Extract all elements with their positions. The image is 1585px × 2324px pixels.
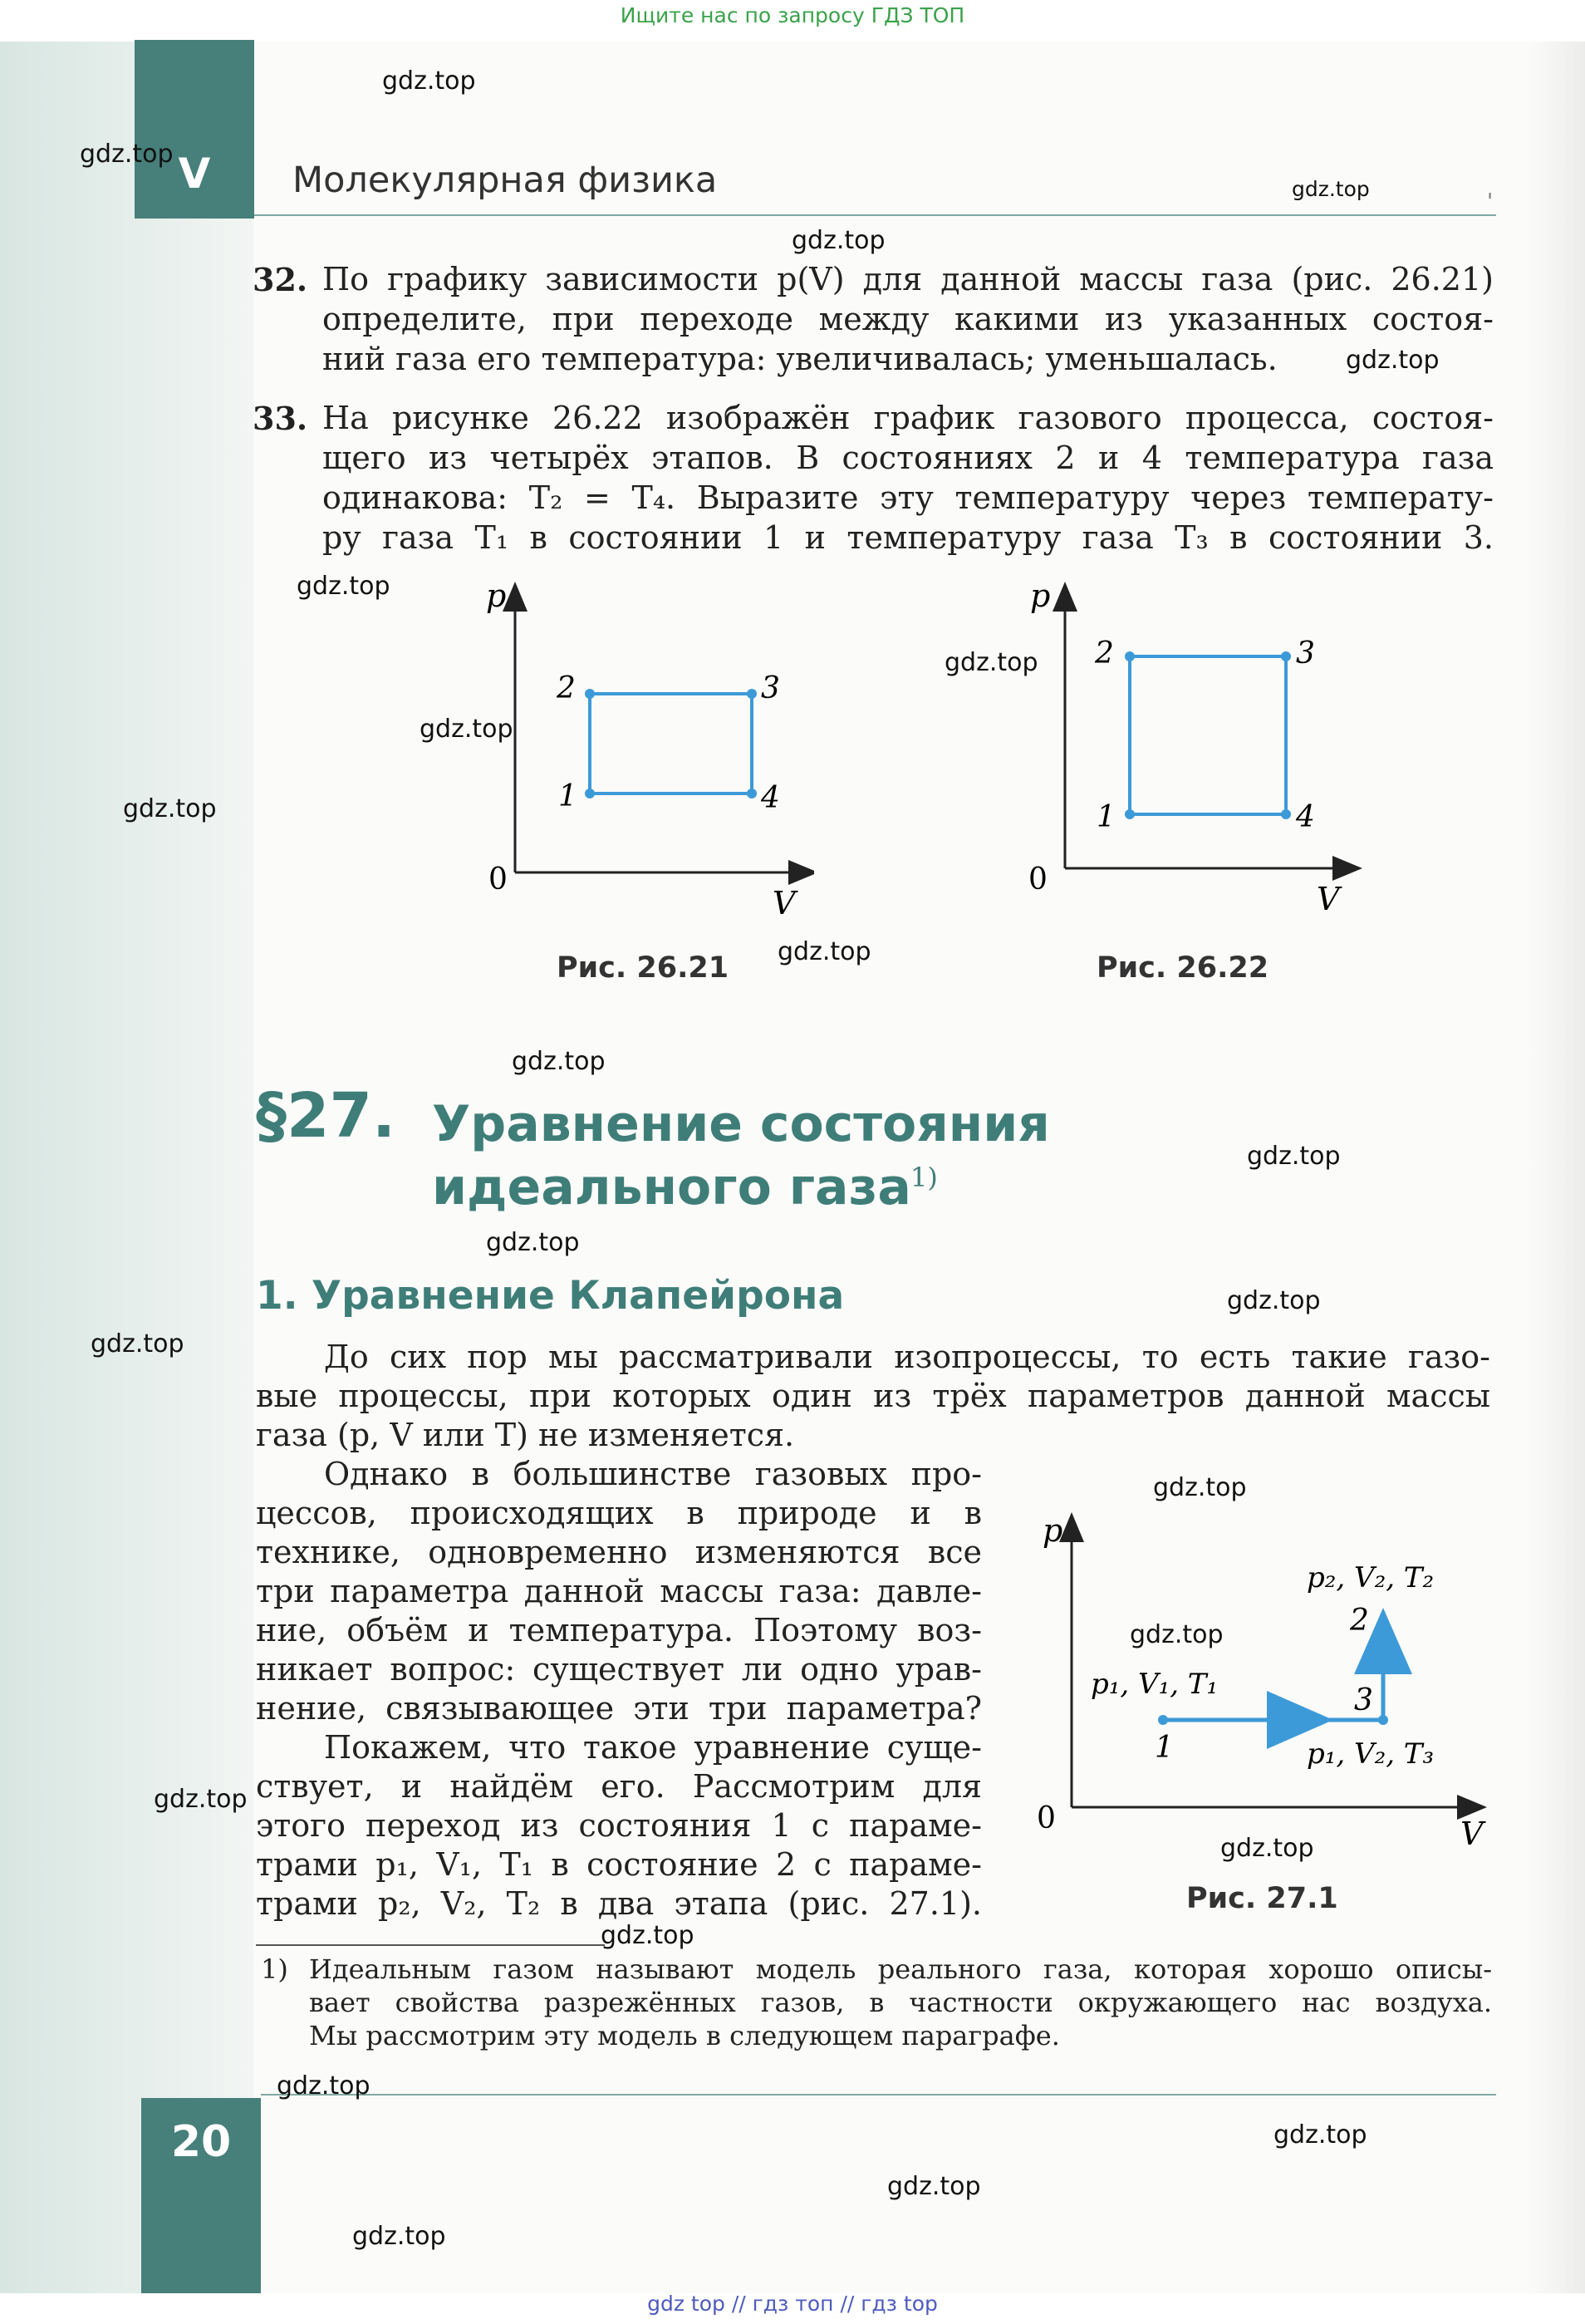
paragraph-line: Однако в большинстве газовых про- bbox=[324, 1456, 982, 1492]
watermark: gdz.top bbox=[512, 1047, 606, 1076]
state-point-1 bbox=[1158, 1715, 1168, 1725]
state-point-2 bbox=[585, 689, 595, 699]
watermark: gdz.top bbox=[420, 715, 513, 744]
paragraph-line: Покажем, что такое уравнение суще- bbox=[324, 1729, 982, 1766]
state-point-3 bbox=[1378, 1715, 1388, 1725]
paragraph-line: газа (p, V или T) не изменяется. bbox=[256, 1417, 795, 1453]
section-number: §27. bbox=[256, 1080, 396, 1152]
watermark: gdz.top bbox=[486, 1228, 580, 1257]
watermark: gdz.top bbox=[792, 226, 886, 255]
header-rule bbox=[254, 214, 1496, 216]
origin-label: 0 bbox=[488, 862, 508, 897]
watermark: gdz.top bbox=[91, 1329, 184, 1359]
watermark: gdz.top bbox=[382, 66, 476, 96]
footer-rule bbox=[261, 2094, 1496, 2096]
watermark: gdz.top bbox=[601, 1921, 694, 1950]
paragraph-line: цессов, происходящих в природе и в bbox=[256, 1495, 982, 1531]
watermark: gdz.top bbox=[297, 572, 390, 601]
point-label-1: 1 bbox=[1097, 800, 1116, 834]
paragraph-line: технике, одновременно изменяются все bbox=[256, 1534, 982, 1570]
axis-v-label: V bbox=[1460, 1815, 1484, 1852]
point-label-2: 2 bbox=[1095, 636, 1114, 671]
paragraph-line: ствует, и найдём его. Рассмотрим для bbox=[256, 1768, 982, 1805]
state-point-2 bbox=[1125, 651, 1135, 661]
problem-line: По графику зависимости p(V) для данной массы газа (рис. 26.21) bbox=[322, 261, 1494, 297]
problem-line: На рисунке 26.22 изображён график газового процесса, состоя- bbox=[322, 400, 1494, 436]
watermark: gdz.top bbox=[277, 2071, 370, 2100]
axis-v-label: V bbox=[773, 885, 796, 921]
point-label-3: 3 bbox=[1296, 636, 1315, 671]
point-label-3: 3 bbox=[1354, 1683, 1373, 1717]
figure-26-21 bbox=[465, 573, 814, 939]
process-loop bbox=[1130, 656, 1286, 814]
axis-p-label: p bbox=[1043, 1512, 1063, 1549]
state-point-4 bbox=[747, 789, 757, 798]
watermark: gdz.top bbox=[1247, 1142, 1341, 1171]
point-label-2: 2 bbox=[557, 671, 576, 705]
footnote-line: Идеальным газом называют модель реального газа, которая хорошо описы- bbox=[309, 1953, 1492, 1985]
state-point-3 bbox=[747, 689, 757, 699]
right-edge-shade bbox=[1529, 42, 1585, 2293]
page-number: 20 bbox=[170, 2117, 232, 2167]
footnote-line: вает свойства разрежённых газов, в частности окружающего нас воздуха. bbox=[309, 1987, 1492, 2018]
state-point-1 bbox=[1125, 809, 1135, 819]
figure-27-1 bbox=[1022, 1504, 1487, 1870]
left-margin-strip bbox=[0, 42, 253, 2293]
state3-params: p₁, V₂, T₃ bbox=[1307, 1737, 1435, 1771]
paragraph-line: этого переход из состояния 1 с параме- bbox=[256, 1807, 982, 1844]
point-label-2: 2 bbox=[1350, 1604, 1369, 1638]
footnote-rule bbox=[256, 1944, 605, 1946]
state-point-3 bbox=[1281, 651, 1291, 661]
figure-caption: Рис. 27.1 bbox=[1186, 1882, 1338, 1915]
figure-caption: Рис. 26.21 bbox=[557, 951, 729, 985]
watermark: gdz.top bbox=[1346, 346, 1440, 375]
origin-label: 0 bbox=[1037, 1801, 1056, 1835]
section-title-line1: Уравнение состояния bbox=[432, 1095, 1050, 1153]
paragraph-line: три параметра данной массы газа: давле- bbox=[256, 1573, 982, 1609]
watermark: gdz.top bbox=[352, 2222, 446, 2251]
point-label-4: 4 bbox=[761, 781, 780, 815]
paragraph-line: нение, связывающее эти три параметра? bbox=[256, 1690, 982, 1727]
point-label-1: 1 bbox=[558, 779, 577, 813]
figure-26-22 bbox=[1013, 573, 1362, 939]
paragraph-line: ние, объём и температура. Поэтому воз- bbox=[256, 1612, 982, 1648]
point-label-3: 3 bbox=[761, 671, 780, 705]
top-banner[interactable]: Ищите нас по запросу ГДЗ ТОП bbox=[620, 3, 965, 27]
figure-caption: Рис. 26.22 bbox=[1097, 951, 1269, 985]
watermark: gdz.top bbox=[945, 648, 1038, 677]
paragraph-line: трами p₁, V₁, T₁ в состояние 2 с параме- bbox=[256, 1846, 982, 1883]
paragraph-line: До сих пор мы рассматривали изопроцессы, то есть такие газо- bbox=[324, 1339, 1490, 1375]
paragraph-line: вые процессы, при которых один из трёх параметров данной массы bbox=[256, 1378, 1490, 1414]
point-label-4: 4 bbox=[1296, 800, 1315, 834]
watermark: gdz.top bbox=[123, 794, 217, 823]
problem-line: определите, при переходе между какими из указанных состоя- bbox=[322, 301, 1494, 337]
state1-params: p₁, V₁, T₁ bbox=[1091, 1668, 1219, 1701]
problem-line: ний газа его температура: увеличивалась; уменьшалась. bbox=[322, 341, 1278, 377]
problem-line: одинакова: T₂ = T₄. Выразите эту температуру через температу- bbox=[322, 479, 1494, 516]
chapter-tab bbox=[135, 40, 254, 219]
watermark: gdz.top bbox=[1227, 1286, 1321, 1315]
watermark: gdz.top bbox=[1130, 1620, 1224, 1649]
watermark: gdz.top bbox=[154, 1785, 248, 1814]
point-label-1: 1 bbox=[1155, 1731, 1174, 1765]
axis-p-label: p bbox=[486, 577, 507, 614]
watermark: gdz.top bbox=[80, 140, 174, 169]
chapter-label: V bbox=[178, 150, 211, 198]
watermark: gdz.top bbox=[1153, 1473, 1247, 1502]
axis-v-label: V bbox=[1317, 881, 1340, 917]
problem-line: ру газа T₁ в состоянии 1 и температуру газа T₃ в состоянии 3. bbox=[322, 519, 1494, 556]
paragraph-line: трами p₂, V₂, T₂ в два этапа (рис. 27.1). bbox=[256, 1885, 982, 1922]
section-title-line2: идеального газа bbox=[432, 1158, 911, 1216]
footnote-marker: 1) bbox=[261, 1953, 288, 1985]
state-point-1 bbox=[585, 789, 595, 798]
process-loop bbox=[590, 694, 752, 794]
subsection-heading: 1. Уравнение Клапейрона bbox=[256, 1273, 845, 1319]
chapter-title: Молекулярная физика bbox=[292, 160, 718, 201]
paragraph-line: никает вопрос: существует ли одно урав- bbox=[256, 1651, 982, 1688]
problem-line: щего из четырёх этапов. В состояниях 2 и 4 температура газа bbox=[322, 440, 1494, 476]
bottom-banner[interactable]: gdz top // гдз топ // гдз top bbox=[647, 2292, 938, 2316]
state-point-2 bbox=[1378, 1628, 1388, 1638]
watermark: gdz.top bbox=[887, 2172, 981, 2201]
section-footnote-ref: 1) bbox=[910, 1162, 938, 1193]
problem-number: 33. bbox=[253, 400, 308, 437]
axis-p-label: p bbox=[1030, 577, 1051, 614]
state-point-4 bbox=[1281, 809, 1291, 819]
watermark: gdz.top bbox=[1273, 2120, 1367, 2150]
state2-params: p₂, V₂, T₂ bbox=[1307, 1561, 1435, 1594]
problem-number: 32. bbox=[253, 261, 308, 298]
footnote-line: Мы рассмотрим эту модель в следующем параграфе. bbox=[309, 2020, 1060, 2051]
origin-label: 0 bbox=[1028, 862, 1048, 897]
corner-mark: ' bbox=[1487, 189, 1494, 214]
watermark: gdz.top bbox=[1292, 177, 1370, 201]
watermark: gdz.top bbox=[1220, 1834, 1314, 1863]
watermark: gdz.top bbox=[778, 937, 871, 966]
